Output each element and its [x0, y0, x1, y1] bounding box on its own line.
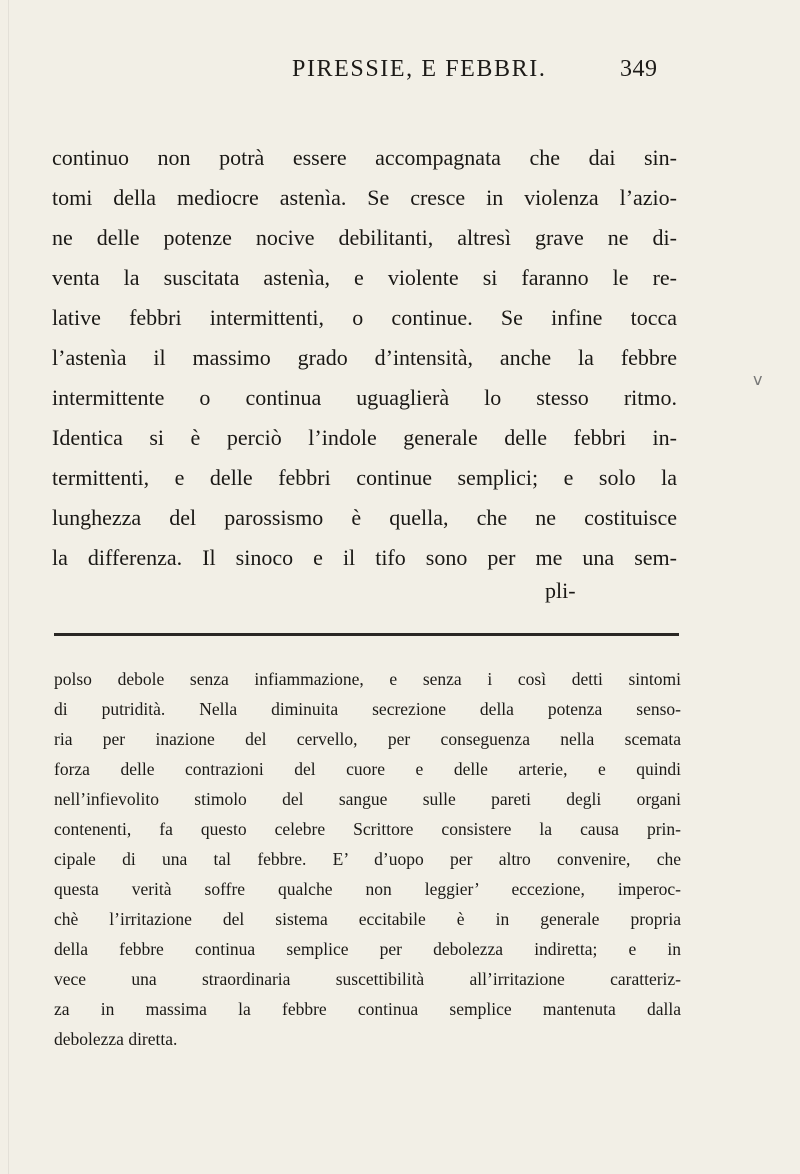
- footnote-line: vece una straordinaria suscettibilità all’irritazione caratteriz-: [54, 969, 681, 989]
- catchword: pli-: [545, 578, 576, 603]
- main-text-line: tomi della mediocre astenìa. Se cresce in violenza l’azio-: [52, 185, 677, 210]
- footnote-line: questa verità soffre qualche non leggier’ eccezione, imperoc-: [54, 879, 681, 899]
- footnote-line: contenenti, fa questo celebre Scrittore consistere la causa prin-: [54, 819, 681, 839]
- page-header: [0, 56, 800, 96]
- footnote-line: nell’infievolito stimolo del sangue sulle pareti degli organi: [54, 789, 681, 809]
- footnote-line: za in massima la febbre continua semplice mantenuta dalla: [54, 999, 681, 1019]
- footnote-line: polso debole senza infiammazione, e senza i così detti sintomi: [54, 669, 681, 689]
- main-text-line: lunghezza del parossismo è quella, che ne costituisce: [52, 505, 677, 530]
- footnote-line: debolezza diretta.: [54, 1029, 178, 1049]
- main-text-line: la differenza. Il sinoco e il tifo sono per me una sem-: [52, 545, 677, 570]
- footnote-line: cipale di una tal febbre. E’ d’uopo per altro convenire, che: [54, 849, 681, 869]
- footnote-line: forza delle contrazioni del cuore e delle arterie, e quindi: [54, 759, 681, 779]
- main-text-line: venta la suscitata astenìa, e violente si faranno le re-: [52, 265, 677, 290]
- main-text-line: ne delle potenze nocive debilitanti, altresì grave ne di-: [52, 225, 677, 250]
- main-text-line: continuo non potrà essere accompagnata che dai sin-: [52, 145, 677, 170]
- footnote-line: ria per inazione del cervello, per conseguenza nella scemata: [54, 729, 681, 749]
- main-text-line: lative febbri intermittenti, o continue. Se infine tocca: [52, 305, 677, 330]
- main-text: [52, 138, 677, 578]
- footnote-line: chè l’irritazione del sistema eccitabile è in generale propria: [54, 909, 681, 929]
- margin-mark: v: [753, 370, 763, 389]
- footnote-line: di putridità. Nella diminuita secrezione della potenza senso-: [54, 699, 681, 719]
- footnote: [54, 664, 681, 1054]
- footnote-line: della febbre continua semplice per debolezza indiretta; e in: [54, 939, 681, 959]
- main-text-line: Identica si è perciò l’indole generale delle febbri in-: [52, 425, 677, 450]
- footnote-divider: [54, 633, 679, 636]
- main-text-line: termittenti, e delle febbri continue semplici; e solo la: [52, 465, 677, 490]
- main-text-line: intermittente o continua uguaglierà lo stesso ritmo.: [52, 385, 677, 410]
- running-title: PIRESSIE, E FEBBRI.: [292, 56, 547, 82]
- main-text-line: l’astenìa il massimo grado d’intensità, anche la febbre: [52, 345, 677, 370]
- page-number: 349: [620, 56, 658, 82]
